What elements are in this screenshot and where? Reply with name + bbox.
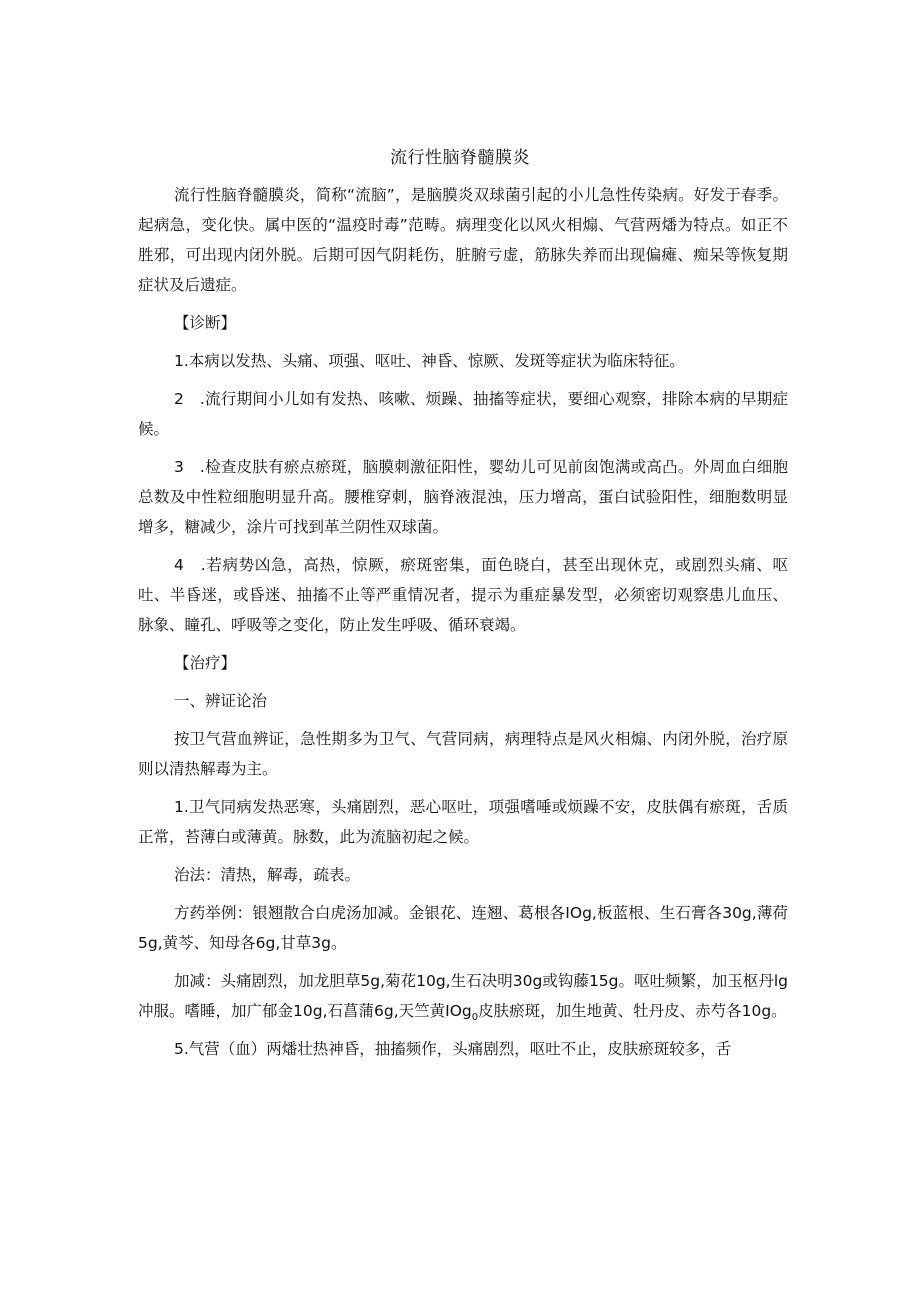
treatment-principle-paragraph: 按卫气营血辨证，急性期多为卫气、气营同病，病理特点是风火相煽、内闭外脱，治疗原则以清热解毒为主。	[138, 730, 788, 778]
modification-paragraph	[138, 966, 788, 1026]
treatment-item-1: 1.卫气同病发热恶寒，头痛剧烈，恶心呕吐，项强嗜唾或烦躁不安，皮肤偶有瘀斑，舌质正常，苔薄白或薄黄。脉数，此为流脑初起之候。	[138, 798, 788, 846]
treatment-item-5: 5.气营（血）两燔壮热神昏，抽搐频作，头痛剧烈，呕吐不止，皮肤瘀斑较多，舌	[174, 1040, 732, 1058]
section-heading-treatment: 【治疗】	[174, 654, 237, 672]
subsection-heading-syndrome-differentiation: 一、辨证论治	[174, 692, 268, 710]
prescription-example: 方药举例：银翘散合白虎汤加减。金银花、连翘、葛根各IOg,板蓝根、生石膏各30g,薄荷5g,黄芩、知母各6g,甘草3g。	[138, 904, 788, 952]
document-body	[138, 180, 788, 1072]
section-heading-diagnosis: 【诊断】	[174, 314, 237, 332]
diagnosis-item-2: 2 .流行期间小儿如有发热、咳嗽、烦躁、抽搐等症状，要细心观察，排除本病的早期症候。	[138, 390, 788, 438]
modification-text-a: 加减：头痛剧烈，加龙胆草5g,菊花10g,生石决明30g或钩藤15g。呕吐频繁，加玉枢丹lg冲服。嗜睡，加广郁金10g,石菖蒲6g,天竺黄IOg	[138, 972, 788, 1020]
diagnosis-item-1: 1.本病以发热、头痛、项强、呕吐、神昏、惊厥、发斑等症状为临床特征。	[174, 352, 685, 370]
modification-text-b: 皮肤瘀斑，加生地黄、牡丹皮、赤芍各10g。	[478, 1002, 787, 1020]
document-title: 流行性脑脊髓膜炎	[390, 148, 530, 168]
subscript-zero: 0	[471, 1012, 479, 1024]
intro-paragraph: 流行性脑脊髓膜炎，简称“流脑”，是脑膜炎双球菌引起的小儿急性传染病。好发于春季。起病急，变化快。属中医的“温疫时毒”范畴。病理变化以风火相煽、气营两燔为特点。如正不胜邪，可出现内闭外脱。后期可因气阴耗伤，脏腑亏虚，筋脉失养而出现偏瘫、痴呆等恢复期症状及后遗症。	[138, 186, 788, 294]
diagnosis-item-3: 3 .检查皮肤有瘀点瘀斑，脑膜刺激征阳性，婴幼儿可见前囱饱满或高凸。外周血白细胞总数及中性粒细胞明显升高。腰椎穿刺，脑脊液混浊，压力增高，蛋白试验阳性，细胞数明显增多，糖减少，涂片可找到革兰阴性双球菌。	[138, 458, 788, 536]
treatment-method: 治法：清热，解毒，疏表。	[174, 866, 361, 884]
diagnosis-item-4: 4 .若病势凶急，高热，惊厥，瘀斑密集，面色晓白，甚至出现休克，或剧烈头痛、呕吐、半昏迷，或昏迷、抽搐不止等严重情况者，提示为重症暴发型，必须密切观察患儿血压、脉象、瞳孔、呼吸等之变化，防止发生呼吸、循环衰竭。	[138, 556, 788, 634]
